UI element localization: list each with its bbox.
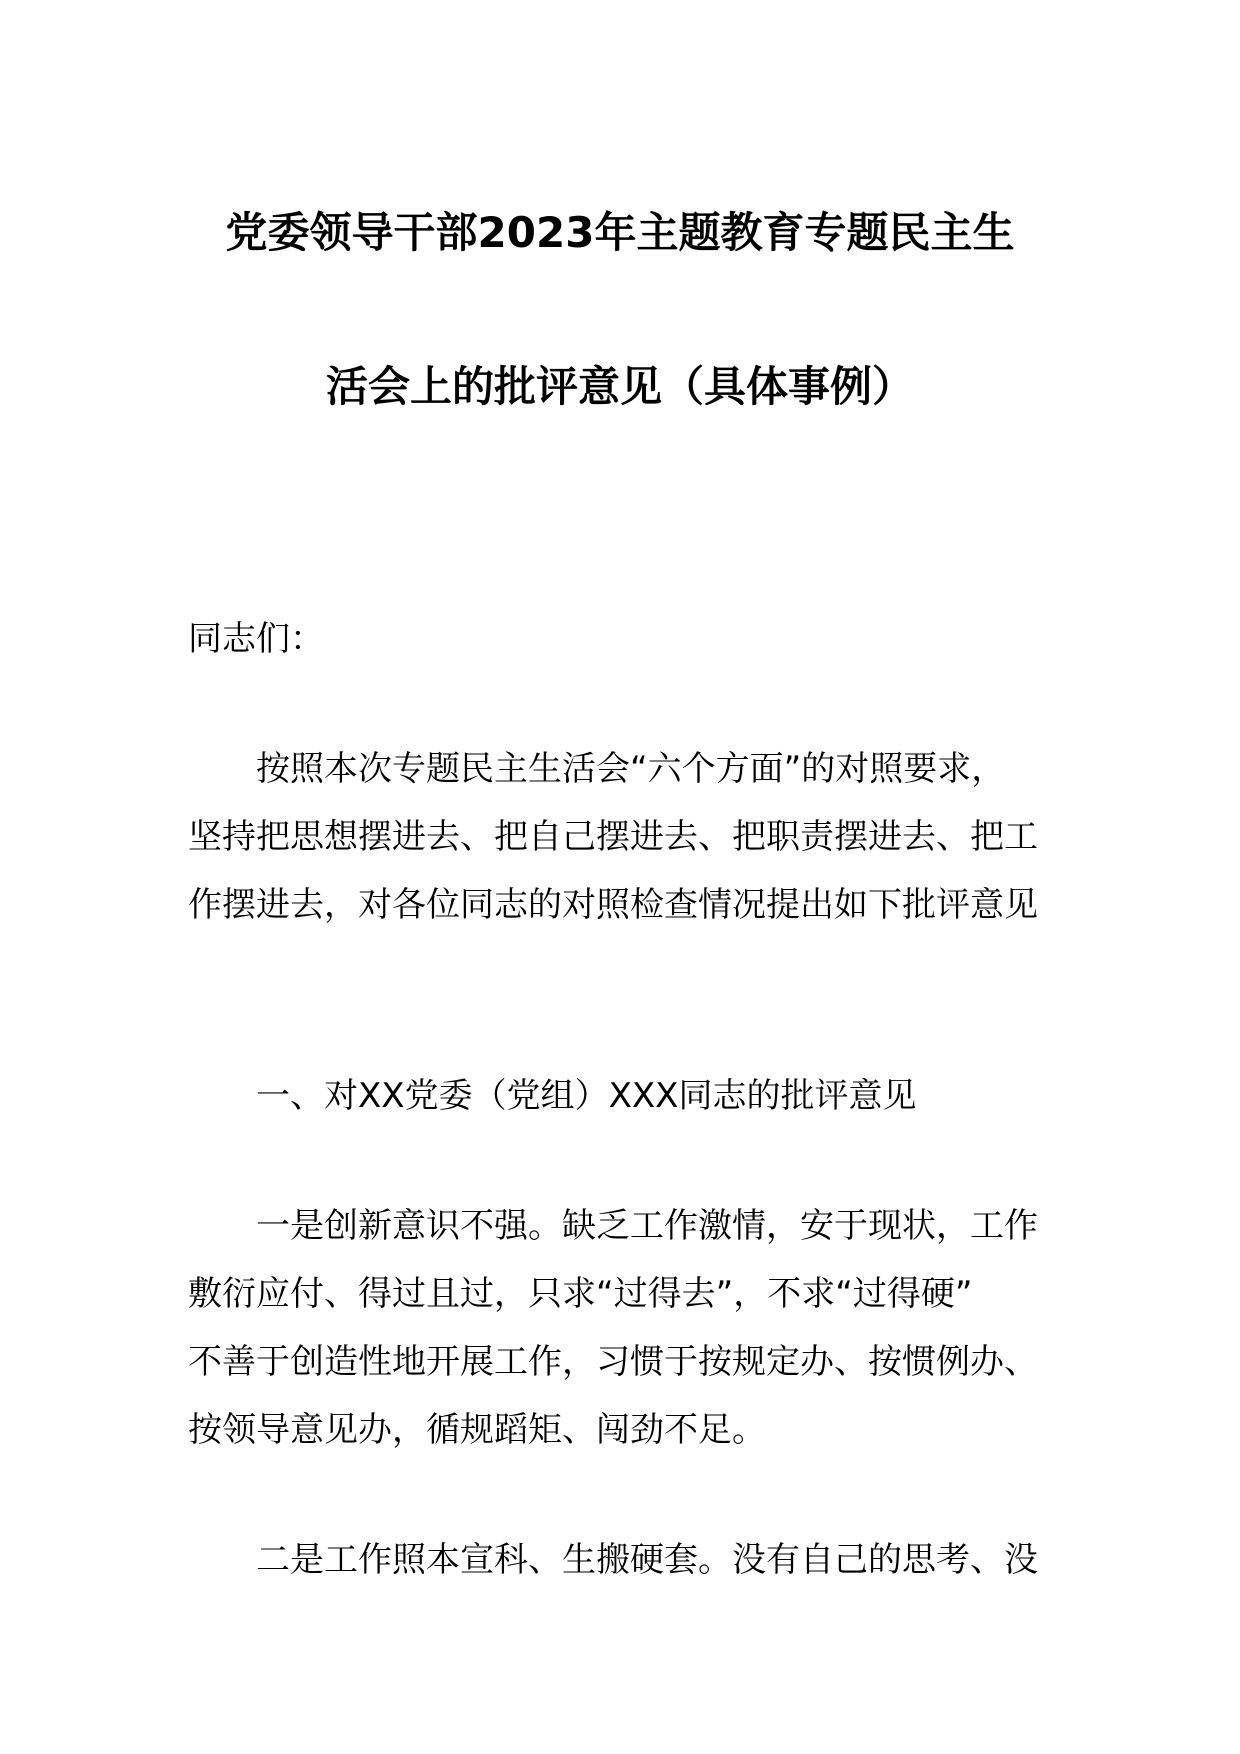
paragraph-line: 按照本次专题民主生活会“六个方面”的对照要求， xyxy=(256,749,1006,789)
point-1-paragraph xyxy=(188,1192,1052,1464)
document-title-line-1: 党委领导干部2023年主题教育专题民主生 xyxy=(225,208,1015,257)
paragraph-line: 二是工作照本宣科、生搬硬套。没有自己的思考、没 xyxy=(256,1540,1038,1580)
point-2-paragraph xyxy=(188,1526,1052,1594)
paragraph-line: 作摆进去，对各位同志的对照检查情况提出如下批评意见 xyxy=(188,885,1038,925)
intro-paragraph xyxy=(188,735,1052,939)
paragraph-line: 不善于创造性地开展工作，习惯于按规定办、按惯例办、 xyxy=(188,1342,1038,1382)
document-title-line-2: 活会上的批评意见（具体事例） xyxy=(325,362,914,411)
salutation: 同志们： xyxy=(188,619,324,659)
paragraph-line: 按领导意见办，循规蹈矩、闯劲不足。 xyxy=(188,1410,766,1450)
paragraph-line: 敷衍应付、得过且过，只求“过得去”，不求“过得硬” xyxy=(188,1274,973,1314)
paragraph-line: 一是创新意识不强。缺乏工作激情，安于现状，工作 xyxy=(256,1206,1038,1246)
section-heading: 一、对XX党委（党组）XXX同志的批评意见 xyxy=(256,1076,917,1116)
paragraph-line: 坚持把思想摆进去、把自己摆进去、把职责摆进去、把工 xyxy=(188,817,1038,857)
